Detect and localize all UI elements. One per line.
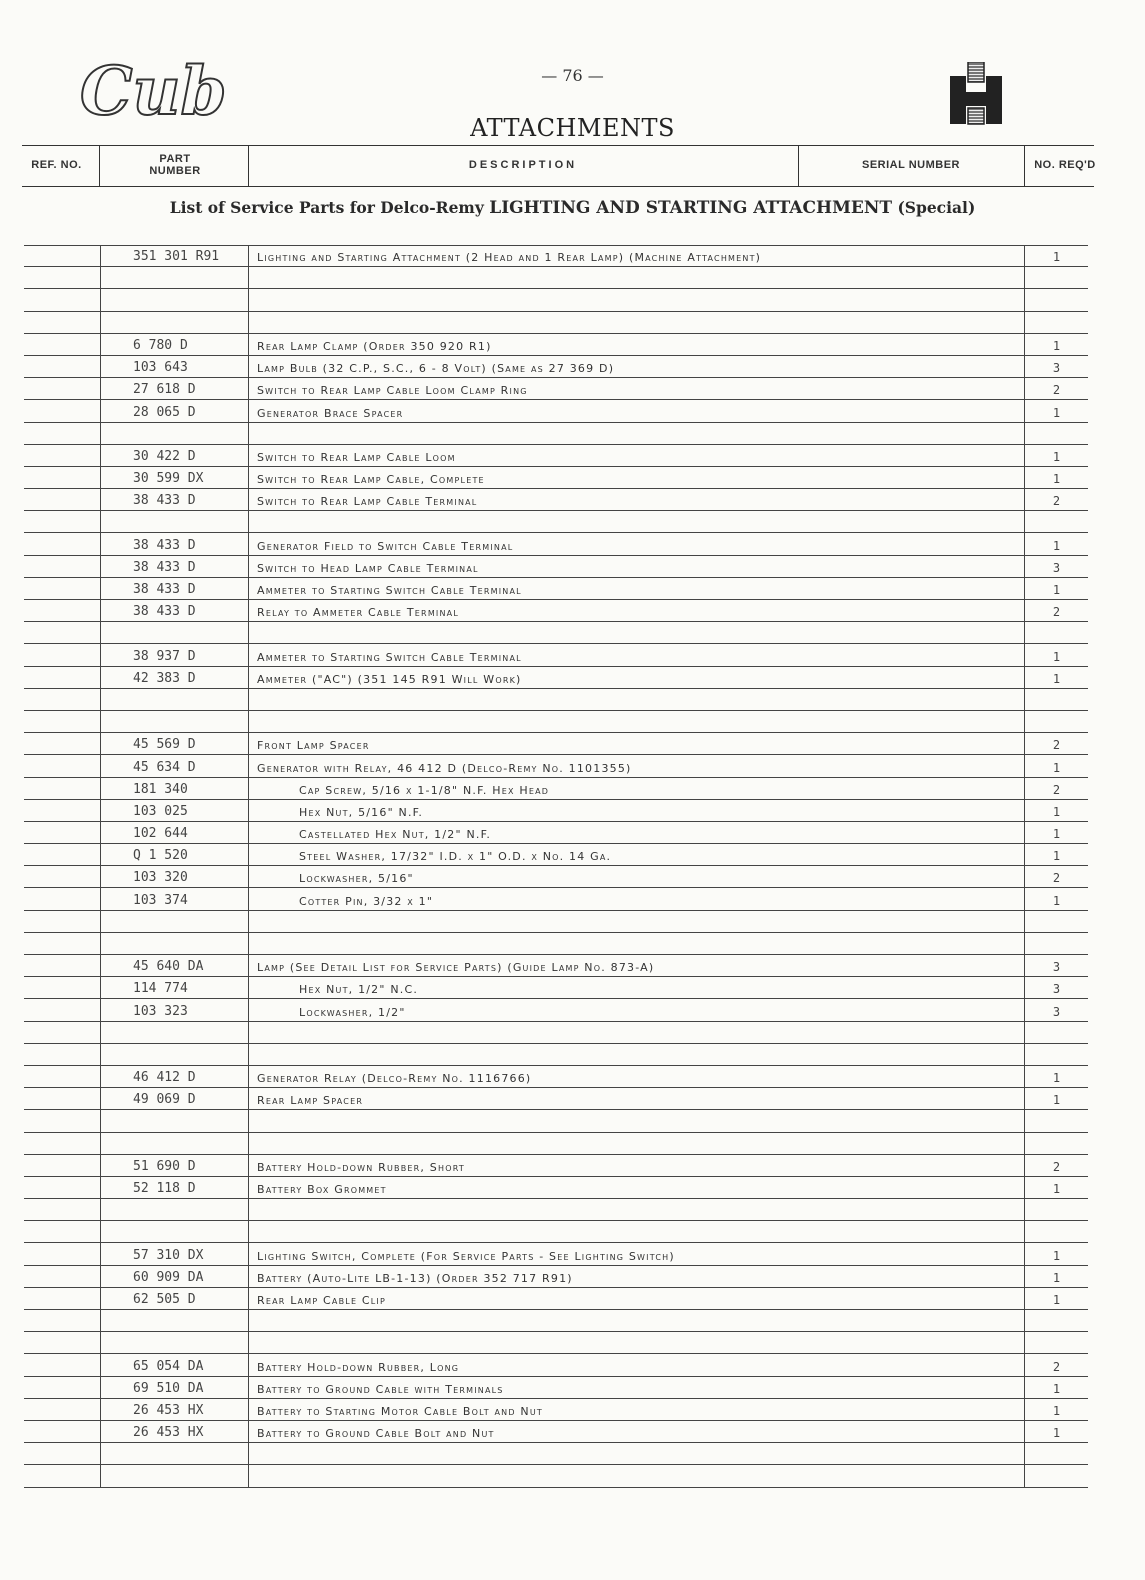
col-header-no-reqd: NO. REQ'D bbox=[1034, 159, 1096, 171]
table-row bbox=[24, 445, 1088, 467]
part-number-cell: 51 690 D bbox=[100, 1155, 248, 1176]
part-number-cell bbox=[100, 423, 248, 444]
part-number-cell bbox=[100, 622, 248, 643]
part-number-cell: 45 569 D bbox=[100, 733, 248, 754]
table-row bbox=[24, 423, 1088, 445]
description-cell: Battery Hold-down Rubber, Long bbox=[248, 1354, 1024, 1375]
table-row bbox=[24, 733, 1088, 755]
description-cell bbox=[248, 1022, 1024, 1043]
part-number-cell: 103 323 bbox=[100, 999, 248, 1020]
quantity-cell: 2 bbox=[1024, 1155, 1088, 1176]
part-number-cell: 351 301 R91 bbox=[100, 246, 248, 266]
table-row bbox=[24, 822, 1088, 844]
description-cell: Battery to Ground Cable with Terminals bbox=[248, 1377, 1024, 1398]
description-cell: Lighting Switch, Complete (For Service Parts - See Lighting Switch) bbox=[248, 1243, 1024, 1264]
table-row bbox=[24, 1465, 1088, 1487]
description-cell: Hex Nut, 1/2" N.C. bbox=[248, 977, 1024, 998]
quantity-cell: 1 bbox=[1024, 467, 1088, 488]
description-cell bbox=[248, 933, 1024, 954]
description-cell bbox=[248, 1044, 1024, 1065]
quantity-cell bbox=[1024, 289, 1088, 310]
quantity-cell: 1 bbox=[1024, 644, 1088, 665]
table-row bbox=[24, 778, 1088, 800]
part-number-cell: 26 453 HX bbox=[100, 1399, 248, 1420]
quantity-cell: 1 bbox=[1024, 400, 1088, 421]
description-cell: Switch to Head Lamp Cable Terminal bbox=[248, 556, 1024, 577]
part-number-cell bbox=[100, 312, 248, 333]
part-number-cell: Q 1 520 bbox=[100, 844, 248, 865]
quantity-cell: 1 bbox=[1024, 844, 1088, 865]
table-row bbox=[24, 755, 1088, 777]
table-row bbox=[24, 467, 1088, 489]
quantity-cell bbox=[1024, 711, 1088, 732]
quantity-cell: 1 bbox=[1024, 1177, 1088, 1198]
description-cell: Lamp (See Detail List for Service Parts) (Guide Lamp No. 873-A) bbox=[248, 955, 1024, 976]
description-cell bbox=[248, 1332, 1024, 1353]
part-number-cell: 30 422 D bbox=[100, 445, 248, 466]
table-row bbox=[24, 977, 1088, 999]
description-cell: Battery to Ground Cable Bolt and Nut bbox=[248, 1421, 1024, 1442]
part-number-cell: 103 320 bbox=[100, 866, 248, 887]
quantity-cell: 2 bbox=[1024, 378, 1088, 399]
part-number-cell: 38 433 D bbox=[100, 489, 248, 510]
table-row bbox=[24, 955, 1088, 977]
table-row bbox=[24, 1266, 1088, 1288]
cub-logo: Cub bbox=[80, 52, 227, 130]
part-number-cell bbox=[100, 1044, 248, 1065]
description-cell bbox=[248, 711, 1024, 732]
quantity-cell bbox=[1024, 911, 1088, 932]
part-number-cell: 62 505 D bbox=[100, 1288, 248, 1309]
description-cell: Battery (Auto-Lite LB-1-13) (Order 352 717 R91) bbox=[248, 1266, 1024, 1287]
col-header-serial-number: SERIAL NUMBER bbox=[862, 159, 960, 171]
table-row bbox=[24, 800, 1088, 822]
part-number-cell: 45 634 D bbox=[100, 755, 248, 776]
description-cell: Generator Field to Switch Cable Terminal bbox=[248, 533, 1024, 554]
quantity-cell: 1 bbox=[1024, 1377, 1088, 1398]
parts-table bbox=[24, 245, 1088, 1488]
description-cell: Cotter Pin, 3/32 x 1" bbox=[248, 888, 1024, 909]
part-number-cell: 30 599 DX bbox=[100, 467, 248, 488]
quantity-cell bbox=[1024, 1310, 1088, 1331]
description-cell: Castellated Hex Nut, 1/2" N.F. bbox=[248, 822, 1024, 843]
table-row bbox=[24, 1377, 1088, 1399]
part-number-cell: 45 640 DA bbox=[100, 955, 248, 976]
header-bottom-rule bbox=[22, 186, 1094, 187]
table-row bbox=[24, 933, 1088, 955]
description-cell bbox=[248, 689, 1024, 710]
description-cell: Cap Screw, 5/16 x 1-1/8" N.F. Hex Head bbox=[248, 778, 1024, 799]
quantity-cell bbox=[1024, 689, 1088, 710]
quantity-cell bbox=[1024, 933, 1088, 954]
quantity-cell bbox=[1024, 1110, 1088, 1131]
part-number-cell bbox=[100, 1022, 248, 1043]
description-cell: Generator with Relay, 46 412 D (Delco-Remy No. 1101355) bbox=[248, 755, 1024, 776]
table-row bbox=[24, 356, 1088, 378]
subtitle-tail: (Special) bbox=[892, 198, 976, 217]
quantity-cell: 1 bbox=[1024, 888, 1088, 909]
quantity-cell: 1 bbox=[1024, 578, 1088, 599]
description-cell bbox=[248, 312, 1024, 333]
table-row bbox=[24, 1288, 1088, 1310]
quantity-cell bbox=[1024, 267, 1088, 288]
description-cell bbox=[248, 622, 1024, 643]
table-row bbox=[24, 1332, 1088, 1354]
description-cell: Switch to Rear Lamp Cable Loom Clamp Ring bbox=[248, 378, 1024, 399]
quantity-cell bbox=[1024, 1022, 1088, 1043]
description-cell bbox=[248, 1221, 1024, 1242]
quantity-cell bbox=[1024, 1133, 1088, 1154]
table-row bbox=[24, 600, 1088, 622]
table-row bbox=[24, 1310, 1088, 1332]
table-row bbox=[24, 578, 1088, 600]
part-number-cell: 103 643 bbox=[100, 356, 248, 377]
description-cell bbox=[248, 267, 1024, 288]
table-row bbox=[24, 533, 1088, 555]
table-row bbox=[24, 289, 1088, 311]
description-cell bbox=[248, 1310, 1024, 1331]
part-number-cell bbox=[100, 1133, 248, 1154]
quantity-cell bbox=[1024, 1199, 1088, 1220]
quantity-cell: 2 bbox=[1024, 600, 1088, 621]
description-cell bbox=[248, 289, 1024, 310]
part-number-cell: 38 433 D bbox=[100, 533, 248, 554]
table-row bbox=[24, 400, 1088, 422]
table-row bbox=[24, 489, 1088, 511]
part-number-cell: 181 340 bbox=[100, 778, 248, 799]
description-cell bbox=[248, 1465, 1024, 1486]
quantity-cell: 1 bbox=[1024, 1288, 1088, 1309]
part-number-cell: 28 065 D bbox=[100, 400, 248, 421]
description-cell: Relay to Ammeter Cable Terminal bbox=[248, 600, 1024, 621]
description-cell bbox=[248, 1199, 1024, 1220]
description-cell bbox=[248, 511, 1024, 532]
col-header-description: DESCRIPTION bbox=[468, 159, 578, 171]
quantity-cell bbox=[1024, 423, 1088, 444]
quantity-cell bbox=[1024, 622, 1088, 643]
part-number-cell: 38 433 D bbox=[100, 600, 248, 621]
part-number-cell: 38 937 D bbox=[100, 644, 248, 665]
quantity-cell bbox=[1024, 1465, 1088, 1486]
part-number-cell bbox=[100, 911, 248, 932]
quantity-cell: 1 bbox=[1024, 1243, 1088, 1264]
part-number-cell: 26 453 HX bbox=[100, 1421, 248, 1442]
table-row bbox=[24, 1443, 1088, 1465]
description-cell: Hex Nut, 5/16" N.F. bbox=[248, 800, 1024, 821]
quantity-cell: 1 bbox=[1024, 334, 1088, 355]
page-number: — 76 — bbox=[541, 66, 604, 85]
quantity-cell: 2 bbox=[1024, 733, 1088, 754]
table-row bbox=[24, 378, 1088, 400]
quantity-cell: 1 bbox=[1024, 533, 1088, 554]
part-number-cell bbox=[100, 289, 248, 310]
description-cell: Lighting and Starting Attachment (2 Head and 1 Rear Lamp) (Machine Attachment) bbox=[248, 246, 1024, 266]
part-number-cell: 27 618 D bbox=[100, 378, 248, 399]
quantity-cell: 2 bbox=[1024, 1354, 1088, 1375]
quantity-cell: 1 bbox=[1024, 246, 1088, 266]
table-row bbox=[24, 312, 1088, 334]
col-header-part-number: PART NUMBER bbox=[149, 153, 201, 177]
description-cell: Switch to Rear Lamp Cable Loom bbox=[248, 445, 1024, 466]
quantity-cell: 1 bbox=[1024, 445, 1088, 466]
quantity-cell bbox=[1024, 1044, 1088, 1065]
subtitle-caps: LIGHTING AND STARTING ATTACHMENT bbox=[489, 198, 893, 218]
table-row bbox=[24, 911, 1088, 933]
table-row bbox=[24, 1199, 1088, 1221]
table-row bbox=[24, 1088, 1088, 1110]
part-number-cell: 42 383 D bbox=[100, 667, 248, 688]
quantity-cell: 1 bbox=[1024, 1066, 1088, 1087]
description-cell: Ammeter ("AC") (351 145 R91 Will Work) bbox=[248, 667, 1024, 688]
table-row bbox=[24, 1221, 1088, 1243]
part-number-cell bbox=[100, 1221, 248, 1242]
table-row bbox=[24, 1177, 1088, 1199]
table-row bbox=[24, 267, 1088, 289]
table-row bbox=[24, 1133, 1088, 1155]
description-cell: Battery Hold-down Rubber, Short bbox=[248, 1155, 1024, 1176]
part-number-cell bbox=[100, 1443, 248, 1464]
part-number-cell: 103 025 bbox=[100, 800, 248, 821]
table-row bbox=[24, 1022, 1088, 1044]
quantity-cell: 3 bbox=[1024, 556, 1088, 577]
table-row bbox=[24, 1243, 1088, 1265]
quantity-cell: 3 bbox=[1024, 977, 1088, 998]
part-number-cell bbox=[100, 1110, 248, 1131]
part-number-cell: 103 374 bbox=[100, 888, 248, 909]
part-number-cell bbox=[100, 689, 248, 710]
description-cell: Lockwasher, 1/2" bbox=[248, 999, 1024, 1020]
quantity-cell bbox=[1024, 1332, 1088, 1353]
quantity-cell bbox=[1024, 1221, 1088, 1242]
part-number-cell: 46 412 D bbox=[100, 1066, 248, 1087]
description-cell: Battery Box Grommet bbox=[248, 1177, 1024, 1198]
part-number-cell: 60 909 DA bbox=[100, 1266, 248, 1287]
part-number-cell: 38 433 D bbox=[100, 556, 248, 577]
table-row bbox=[24, 556, 1088, 578]
table-row bbox=[24, 888, 1088, 910]
page-title: ATTACHMENTS bbox=[470, 114, 675, 142]
table-row bbox=[24, 711, 1088, 733]
description-cell: Rear Lamp Cable Clip bbox=[248, 1288, 1024, 1309]
part-number-cell: 6 780 D bbox=[100, 334, 248, 355]
part-number-cell: 49 069 D bbox=[100, 1088, 248, 1109]
part-number-cell: 65 054 DA bbox=[100, 1354, 248, 1375]
quantity-cell: 1 bbox=[1024, 667, 1088, 688]
table-row bbox=[24, 1044, 1088, 1066]
table-row bbox=[24, 1110, 1088, 1132]
part-number-cell bbox=[100, 1332, 248, 1353]
table-row bbox=[24, 866, 1088, 888]
list-subtitle bbox=[0, 198, 1145, 218]
description-cell: Lamp Bulb (32 C.P., S.C., 6 - 8 Volt) (Same as 27 369 D) bbox=[248, 356, 1024, 377]
quantity-cell: 1 bbox=[1024, 822, 1088, 843]
table-row bbox=[24, 689, 1088, 711]
part-number-cell: 114 774 bbox=[100, 977, 248, 998]
description-cell: Front Lamp Spacer bbox=[248, 733, 1024, 754]
description-cell bbox=[248, 1443, 1024, 1464]
quantity-cell: 2 bbox=[1024, 778, 1088, 799]
description-cell bbox=[248, 1133, 1024, 1154]
col-header-ref-no: REF. NO. bbox=[31, 159, 82, 171]
header-divider bbox=[1024, 146, 1025, 186]
description-cell bbox=[248, 423, 1024, 444]
table-row bbox=[24, 844, 1088, 866]
description-cell: Steel Washer, 17/32" I.D. x 1" O.D. x No. 14 Ga. bbox=[248, 844, 1024, 865]
part-number-cell bbox=[100, 1465, 248, 1486]
description-cell: Switch to Rear Lamp Cable Terminal bbox=[248, 489, 1024, 510]
subtitle-lead: List of Service Parts for Delco-Remy bbox=[169, 198, 490, 217]
quantity-cell bbox=[1024, 312, 1088, 333]
quantity-cell: 3 bbox=[1024, 999, 1088, 1020]
part-number-cell: 57 310 DX bbox=[100, 1243, 248, 1264]
table-row bbox=[24, 1354, 1088, 1376]
table-row bbox=[24, 1066, 1088, 1088]
description-cell: Ammeter to Starting Switch Cable Terminal bbox=[248, 644, 1024, 665]
description-cell: Generator Brace Spacer bbox=[248, 400, 1024, 421]
table-row bbox=[24, 1399, 1088, 1421]
part-number-cell bbox=[100, 1310, 248, 1331]
table-row bbox=[24, 245, 1088, 267]
part-number-cell: 102 644 bbox=[100, 822, 248, 843]
table-row bbox=[24, 999, 1088, 1021]
quantity-cell: 2 bbox=[1024, 866, 1088, 887]
table-row bbox=[24, 667, 1088, 689]
quantity-cell: 3 bbox=[1024, 955, 1088, 976]
part-number-cell bbox=[100, 933, 248, 954]
description-cell: Switch to Rear Lamp Cable, Complete bbox=[248, 467, 1024, 488]
table-row bbox=[24, 1421, 1088, 1443]
description-cell: Lockwasher, 5/16" bbox=[248, 866, 1024, 887]
description-cell bbox=[248, 911, 1024, 932]
description-cell bbox=[248, 1110, 1024, 1131]
quantity-cell: 1 bbox=[1024, 1399, 1088, 1420]
description-cell: Rear Lamp Clamp (Order 350 920 R1) bbox=[248, 334, 1024, 355]
part-number-cell bbox=[100, 267, 248, 288]
table-row bbox=[24, 644, 1088, 666]
quantity-cell: 1 bbox=[1024, 800, 1088, 821]
quantity-cell: 1 bbox=[1024, 1088, 1088, 1109]
description-cell: Rear Lamp Spacer bbox=[248, 1088, 1024, 1109]
table-row bbox=[24, 1155, 1088, 1177]
description-cell: Battery to Starting Motor Cable Bolt and Nut bbox=[248, 1399, 1024, 1420]
part-number-cell: 52 118 D bbox=[100, 1177, 248, 1198]
header-divider bbox=[99, 146, 100, 186]
table-row bbox=[24, 511, 1088, 533]
quantity-cell: 1 bbox=[1024, 1266, 1088, 1287]
description-cell: Ammeter to Starting Switch Cable Terminal bbox=[248, 578, 1024, 599]
quantity-cell: 2 bbox=[1024, 489, 1088, 510]
table-row bbox=[24, 622, 1088, 644]
quantity-cell: 3 bbox=[1024, 356, 1088, 377]
quantity-cell: 1 bbox=[1024, 755, 1088, 776]
table-row bbox=[24, 334, 1088, 356]
part-number-cell bbox=[100, 711, 248, 732]
part-number-cell: 69 510 DA bbox=[100, 1377, 248, 1398]
description-cell: Generator Relay (Delco-Remy No. 1116766) bbox=[248, 1066, 1024, 1087]
part-number-cell bbox=[100, 511, 248, 532]
part-number-cell bbox=[100, 1199, 248, 1220]
quantity-cell: 1 bbox=[1024, 1421, 1088, 1442]
quantity-cell bbox=[1024, 511, 1088, 532]
quantity-cell bbox=[1024, 1443, 1088, 1464]
part-number-cell: 38 433 D bbox=[100, 578, 248, 599]
